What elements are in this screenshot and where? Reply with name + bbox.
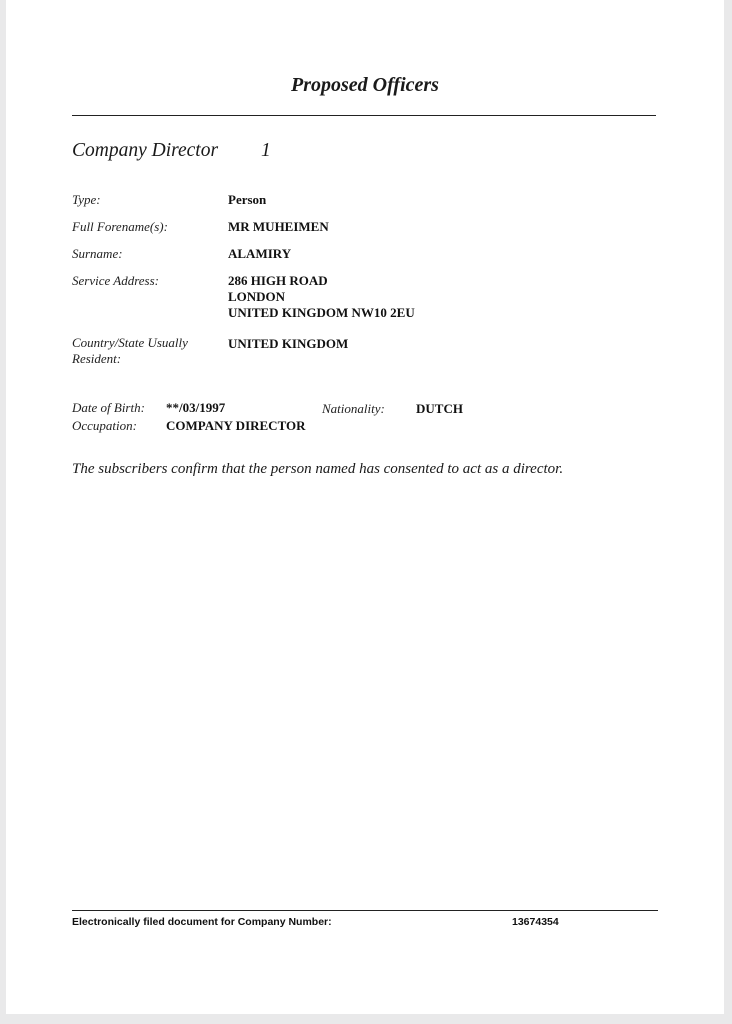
- occupation-value: COMPANY DIRECTOR: [166, 418, 306, 433]
- title-divider: [72, 115, 656, 116]
- forenames-value: MR MUHEIMEN: [228, 219, 329, 234]
- footer-label: Electronically filed document for Company Number:: [72, 916, 332, 928]
- surname-label: Surname:: [72, 246, 123, 261]
- date-of-birth-label: Date of Birth:: [72, 400, 145, 415]
- company-number: 13674354: [512, 916, 559, 928]
- consent-statement: The subscribers confirm that the person named has consented to act as a director.: [72, 461, 564, 477]
- nationality-value: DUTCH: [416, 401, 463, 416]
- country-resident-label-line-2: Resident:: [72, 351, 122, 366]
- service-address-label: Service Address:: [72, 273, 160, 288]
- service-address-line-2: LONDON: [228, 289, 286, 304]
- document-page: [6, 0, 724, 1014]
- type-value: Person: [228, 192, 267, 207]
- page-title: Proposed Officers: [291, 74, 439, 96]
- nationality-label: Nationality:: [322, 401, 385, 416]
- service-address-line-1: 286 HIGH ROAD: [228, 273, 328, 288]
- section-heading: Company Director: [72, 140, 219, 161]
- service-address-line-3: UNITED KINGDOM NW10 2EU: [228, 305, 415, 320]
- footer-divider: [72, 910, 658, 911]
- forenames-label: Full Forename(s):: [72, 219, 168, 234]
- section-number: 1: [261, 140, 271, 161]
- country-resident-label-line-1: Country/State Usually: [72, 335, 188, 350]
- surname-value: ALAMIRY: [228, 246, 292, 261]
- type-label: Type:: [72, 192, 101, 207]
- date-of-birth-value: **/03/1997: [166, 400, 226, 415]
- country-resident-value: UNITED KINGDOM: [228, 336, 349, 351]
- occupation-label: Occupation:: [72, 418, 137, 433]
